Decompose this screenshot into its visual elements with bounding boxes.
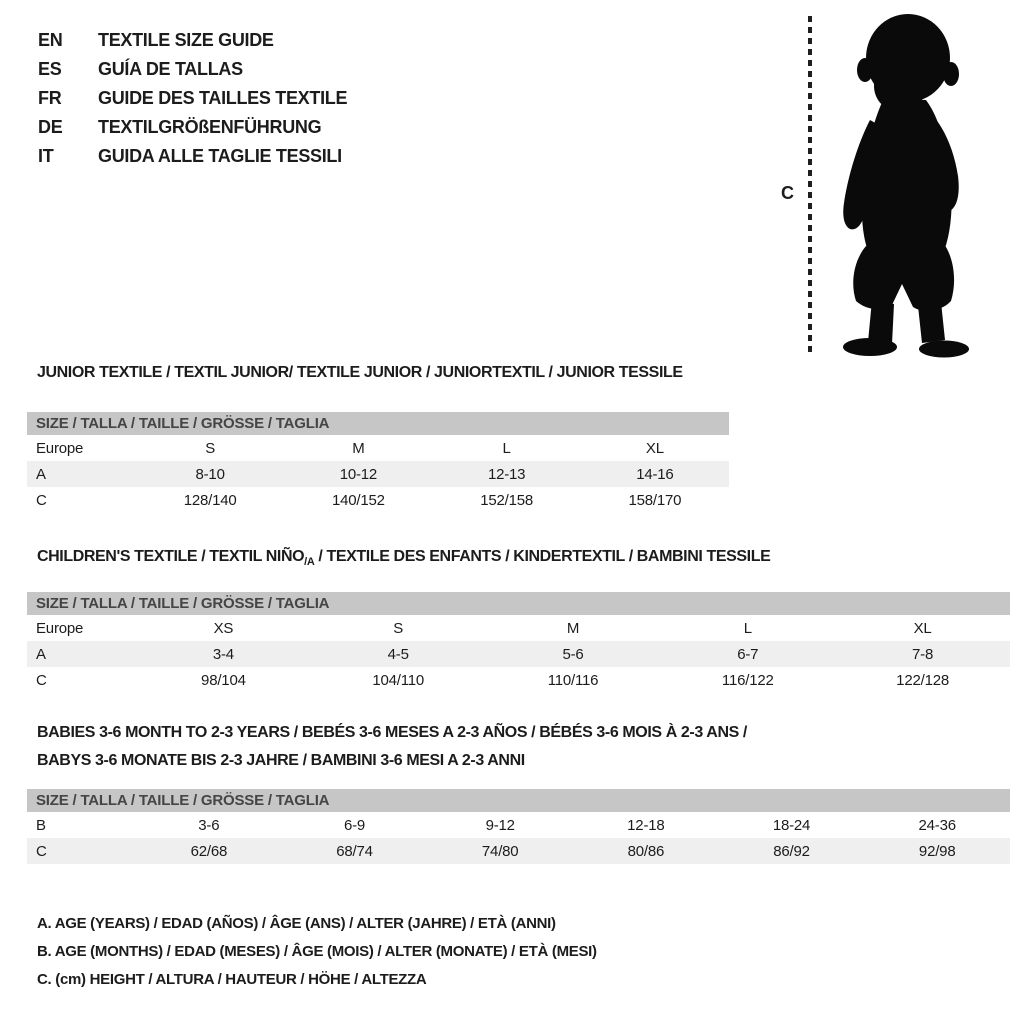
language-code: FR <box>38 88 62 108</box>
age-cell: 6-9 <box>343 816 366 834</box>
language-title: GUÍA DE TALLAS <box>98 59 243 79</box>
size-cell: S <box>205 439 216 457</box>
children-heading-pre: CHILDREN'S TEXTILE / TEXTIL NIÑO <box>37 548 305 565</box>
table-row-height <box>27 487 729 513</box>
age-cell: 6-7 <box>737 645 759 663</box>
age-cell: 12-18 <box>627 816 665 834</box>
language-code: EN <box>38 30 63 50</box>
height-cell: 152/158 <box>480 491 534 509</box>
footnote-legend <box>37 910 597 994</box>
age-cell: 3-6 <box>198 816 220 834</box>
height-cell: 116/122 <box>721 671 774 689</box>
height-measure-label: C <box>781 183 794 203</box>
table-row-height <box>27 838 1010 864</box>
size-cell: XS <box>213 619 234 637</box>
height-cell: 128/140 <box>183 491 237 509</box>
size-cell: L <box>502 439 511 457</box>
toddler-silhouette-icon <box>820 8 985 358</box>
row-label: Europe <box>36 439 84 457</box>
language-title: TEXTILGRÖßENFÜHRUNG <box>98 117 322 137</box>
size-cell: XL <box>645 439 664 457</box>
junior-section-heading: JUNIOR TEXTILE / TEXTIL JUNIOR/ TEXTILE JUNIOR / JUNIORTEXTIL / JUNIOR TESSILE <box>37 364 683 381</box>
height-dotted-line <box>808 16 812 352</box>
table-row-age-months <box>27 812 1010 838</box>
height-cell: 98/104 <box>201 671 246 689</box>
size-cell: S <box>393 619 404 637</box>
age-cell: 18-24 <box>772 816 811 834</box>
children-heading-post: / TEXTILE DES ENFANTS / KINDERTEXTIL / BAMBINI TESSILE <box>314 548 771 565</box>
size-cell: M <box>566 619 580 637</box>
children-section-heading <box>37 548 770 568</box>
age-cell: 10-12 <box>339 465 378 483</box>
row-label: C <box>36 491 47 509</box>
height-cell: 86/92 <box>773 842 810 860</box>
language-title: GUIDE DES TAILLES TEXTILE <box>98 88 348 108</box>
size-table-header-bar: SIZE / TALLA / TAILLE / GRÖSSE / TAGLIA <box>27 412 729 435</box>
height-cell: 110/116 <box>547 671 599 689</box>
age-cell: 7-8 <box>912 645 934 663</box>
language-code: DE <box>38 117 63 137</box>
row-label: C <box>36 671 47 689</box>
language-row <box>38 84 347 113</box>
height-cell: 80/86 <box>627 842 665 860</box>
language-title: GUIDA ALLE TAGLIE TESSILI <box>98 146 342 166</box>
babies-size-table <box>27 789 1010 864</box>
babies-heading-line2: BABYS 3-6 MONATE BIS 2-3 JAHRE / BAMBINI 3-6 MESI A 2-3 ANNI <box>37 752 525 769</box>
age-cell: 8-10 <box>195 465 225 483</box>
height-cell: 62/68 <box>190 842 228 860</box>
height-cell: 122/128 <box>896 671 949 689</box>
size-cell: M <box>352 439 365 457</box>
age-cell: 14-16 <box>636 465 674 483</box>
row-label: A <box>36 645 46 663</box>
size-table-header-bar: SIZE / TALLA / TAILLE / GRÖSSE / TAGLIA <box>27 789 1010 812</box>
age-cell: 5-6 <box>562 645 584 663</box>
height-cell: 68/74 <box>336 842 373 860</box>
footnote-height-cm: C. (cm) HEIGHT / ALTURA / HAUTEUR / HÖHE / ALTEZZA <box>37 971 427 988</box>
table-row-age <box>27 461 729 487</box>
height-cell: 92/98 <box>918 842 956 860</box>
row-label: A <box>36 465 46 483</box>
babies-section-heading <box>37 719 747 775</box>
height-cell: 158/170 <box>628 491 682 509</box>
row-label: B <box>36 816 46 834</box>
table-row-height <box>27 667 1010 693</box>
age-cell: 24-36 <box>918 816 956 834</box>
language-row <box>38 113 347 142</box>
table-row-europe <box>27 435 729 461</box>
language-row <box>38 142 347 171</box>
children-size-table <box>27 592 1010 693</box>
language-code: IT <box>38 146 54 166</box>
age-cell: 9-12 <box>485 816 515 834</box>
row-label: Europe <box>36 619 84 637</box>
language-code: ES <box>38 59 62 79</box>
height-cell: 74/80 <box>481 842 519 860</box>
age-cell: 12-13 <box>487 465 526 483</box>
children-heading-subscript: /A <box>304 556 315 568</box>
table-row-age <box>27 641 1010 667</box>
language-row <box>38 26 347 55</box>
footnote-age-months: B. AGE (MONTHS) / EDAD (MESES) / ÂGE (MOIS) / ALTER (MONATE) / ETÀ (MESI) <box>37 943 597 960</box>
age-cell: 4-5 <box>387 645 409 663</box>
size-table-header-bar: SIZE / TALLA / TAILLE / GRÖSSE / TAGLIA <box>27 592 1010 615</box>
babies-heading-line1: BABIES 3-6 MONTH TO 2-3 YEARS / BEBÉS 3-6 MESES A 2-3 AÑOS / BÉBÉS 3-6 MOIS À 2-3 ANS / <box>37 724 747 741</box>
junior-size-table <box>27 412 729 513</box>
language-row <box>38 55 347 84</box>
language-title-list <box>38 26 347 171</box>
age-cell: 3-4 <box>212 645 234 663</box>
language-title: TEXTILE SIZE GUIDE <box>98 30 274 50</box>
row-label: C <box>36 842 47 860</box>
table-row-europe <box>27 615 1010 641</box>
footnote-age-years: A. AGE (YEARS) / EDAD (AÑOS) / ÂGE (ANS) / ALTER (JAHRE) / ETÀ (ANNI) <box>37 915 556 932</box>
height-cell: 140/152 <box>331 491 385 509</box>
size-cell: XL <box>913 619 932 637</box>
size-cell: L <box>743 619 752 637</box>
height-cell: 104/110 <box>372 671 425 689</box>
